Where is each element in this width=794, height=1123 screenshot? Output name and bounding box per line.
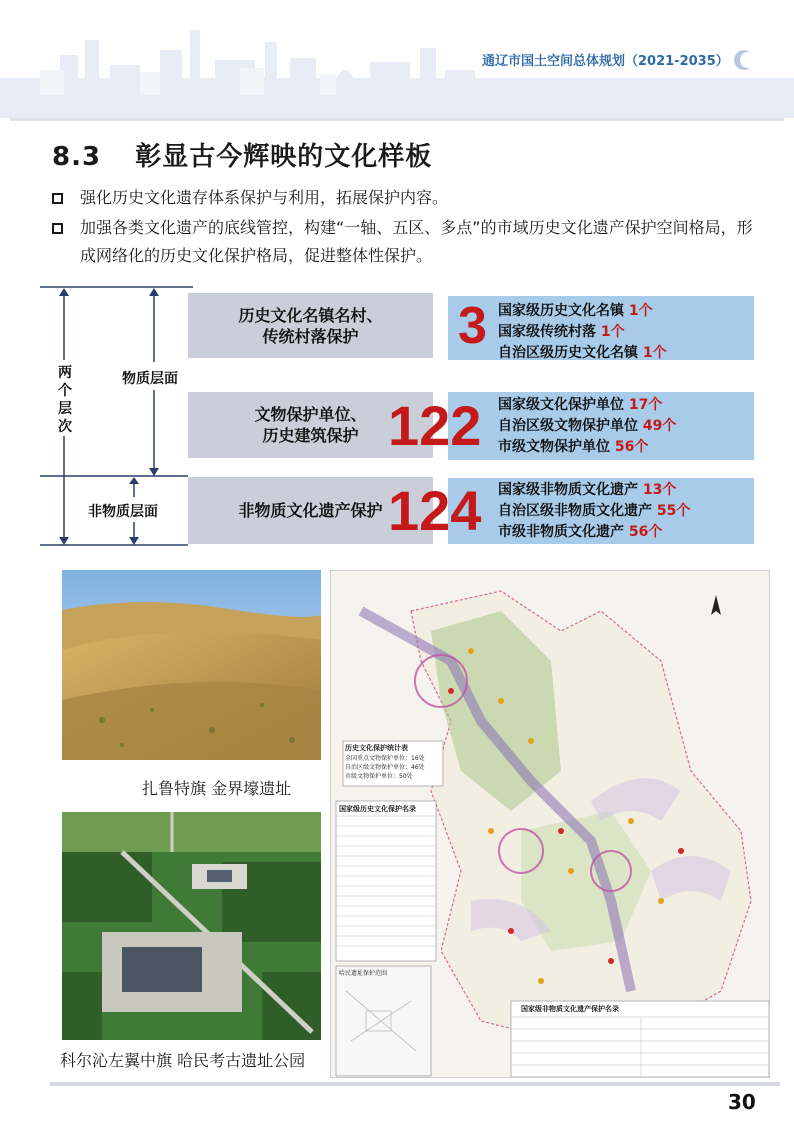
stat-count: 1个 [642,345,667,361]
stat-list [498,301,667,364]
stat-label: 国家级历史文化名镇 [498,303,624,319]
two-levels-label: 两个层次 [58,365,72,435]
photo-caption: 科尔沁左翼中旗 哈民考古遗址公园 [60,1051,306,1070]
heritage-structure-diagram [38,284,758,550]
stat-count: 17个 [628,397,663,413]
total-count: 124 [388,479,482,542]
stat-count: 1个 [628,303,653,319]
stat-line [498,301,667,322]
category-line: 历史建筑保护 [262,426,359,445]
map-stats-rows [345,754,425,781]
stat-label: 国家级传统村落 [498,324,596,340]
footer-divider [50,1082,780,1086]
total-count: 122 [388,394,482,457]
stat-label: 市级非物质文化遗产 [498,524,624,540]
material-level-label: 物质层面 [122,368,178,388]
stat-line [498,522,690,543]
stat-count: 55个 [656,503,691,519]
section-heading [52,136,432,173]
stat-label: 自治区级文物保护单位 [498,418,638,434]
category-line: 历史文化名镇名村、 [238,305,383,325]
stat-label: 市级文物保护单位 [498,439,610,455]
stat-label: 自治区级历史文化名镇 [498,345,638,361]
heritage-protection-map [330,570,770,1078]
map-heritage-table-title: 国家级历史文化保护名录 [339,805,416,813]
category-box-towns-villages [188,293,433,358]
stat-count: 56个 [628,524,663,540]
bullet-text: 强化历史文化遗存体系保护与利用，拓展保护内容。 [80,188,449,207]
stat-list [498,480,690,543]
map-intangible-table-title: 国家级非物质文化遗产保护名录 [521,1005,619,1013]
section-number: 8.3 [52,142,102,172]
category-line: 传统村落保护 [262,326,359,346]
section-title-text: 彰显古今辉映的文化样板 [135,142,433,172]
stat-label: 国家级非物质文化遗产 [498,482,638,498]
header-divider [10,118,784,121]
category-line: 文物保护单位、 [254,405,367,424]
crescent-logo-icon [733,49,755,71]
stat-line [498,480,690,501]
bullet-text: 加强各类文化遗产的底线管控，构建“一轴、五区、多点”的市域历史文化遗产保护空间格局，形成网络化的历史文化保护格局，促进整体性保护。 [80,218,753,265]
document-title: 通辽市国土空间总体规划（2021-2035） [482,54,729,69]
stat-count: 13个 [642,482,677,498]
stat-list [498,395,676,458]
stat-line [498,416,676,437]
square-bullet-icon [52,193,63,204]
category-line: 非物质文化遗产保护 [238,501,383,520]
hamin-park-aerial-photo [62,812,321,1040]
stat-line [498,501,690,522]
stat-count: 56个 [614,439,649,455]
map-inset-title: 哈民遗址保护范围 [339,970,388,977]
stat-label: 国家级文化保护单位 [498,397,624,413]
stat-count: 49个 [642,418,677,434]
map-stats-row: 市级文物保护单位：50处 [345,773,413,780]
stat-count: 1个 [600,324,625,340]
map-stats-row: 全国重点文物保护单位：16处 [345,755,425,762]
stat-label: 自治区级非物质文化遗产 [498,503,652,519]
map-stats-row: 自治区级文物保护单位：46处 [345,764,425,771]
photo-caption: 扎鲁特旗 金界壕遗址 [142,779,292,798]
map-stats-table-title: 历史文化保护统计表 [345,744,408,752]
stat-line [498,437,676,458]
intangible-level-label: 非物质层面 [88,501,158,521]
total-count: 3 [458,297,487,355]
stat-line [498,322,667,343]
jinjiehao-site-photo [62,570,321,760]
stat-line [498,343,667,364]
square-bullet-icon [52,223,63,234]
page-number: 30 [728,1090,756,1114]
map-graphic [331,571,770,1078]
stat-line [498,395,676,416]
